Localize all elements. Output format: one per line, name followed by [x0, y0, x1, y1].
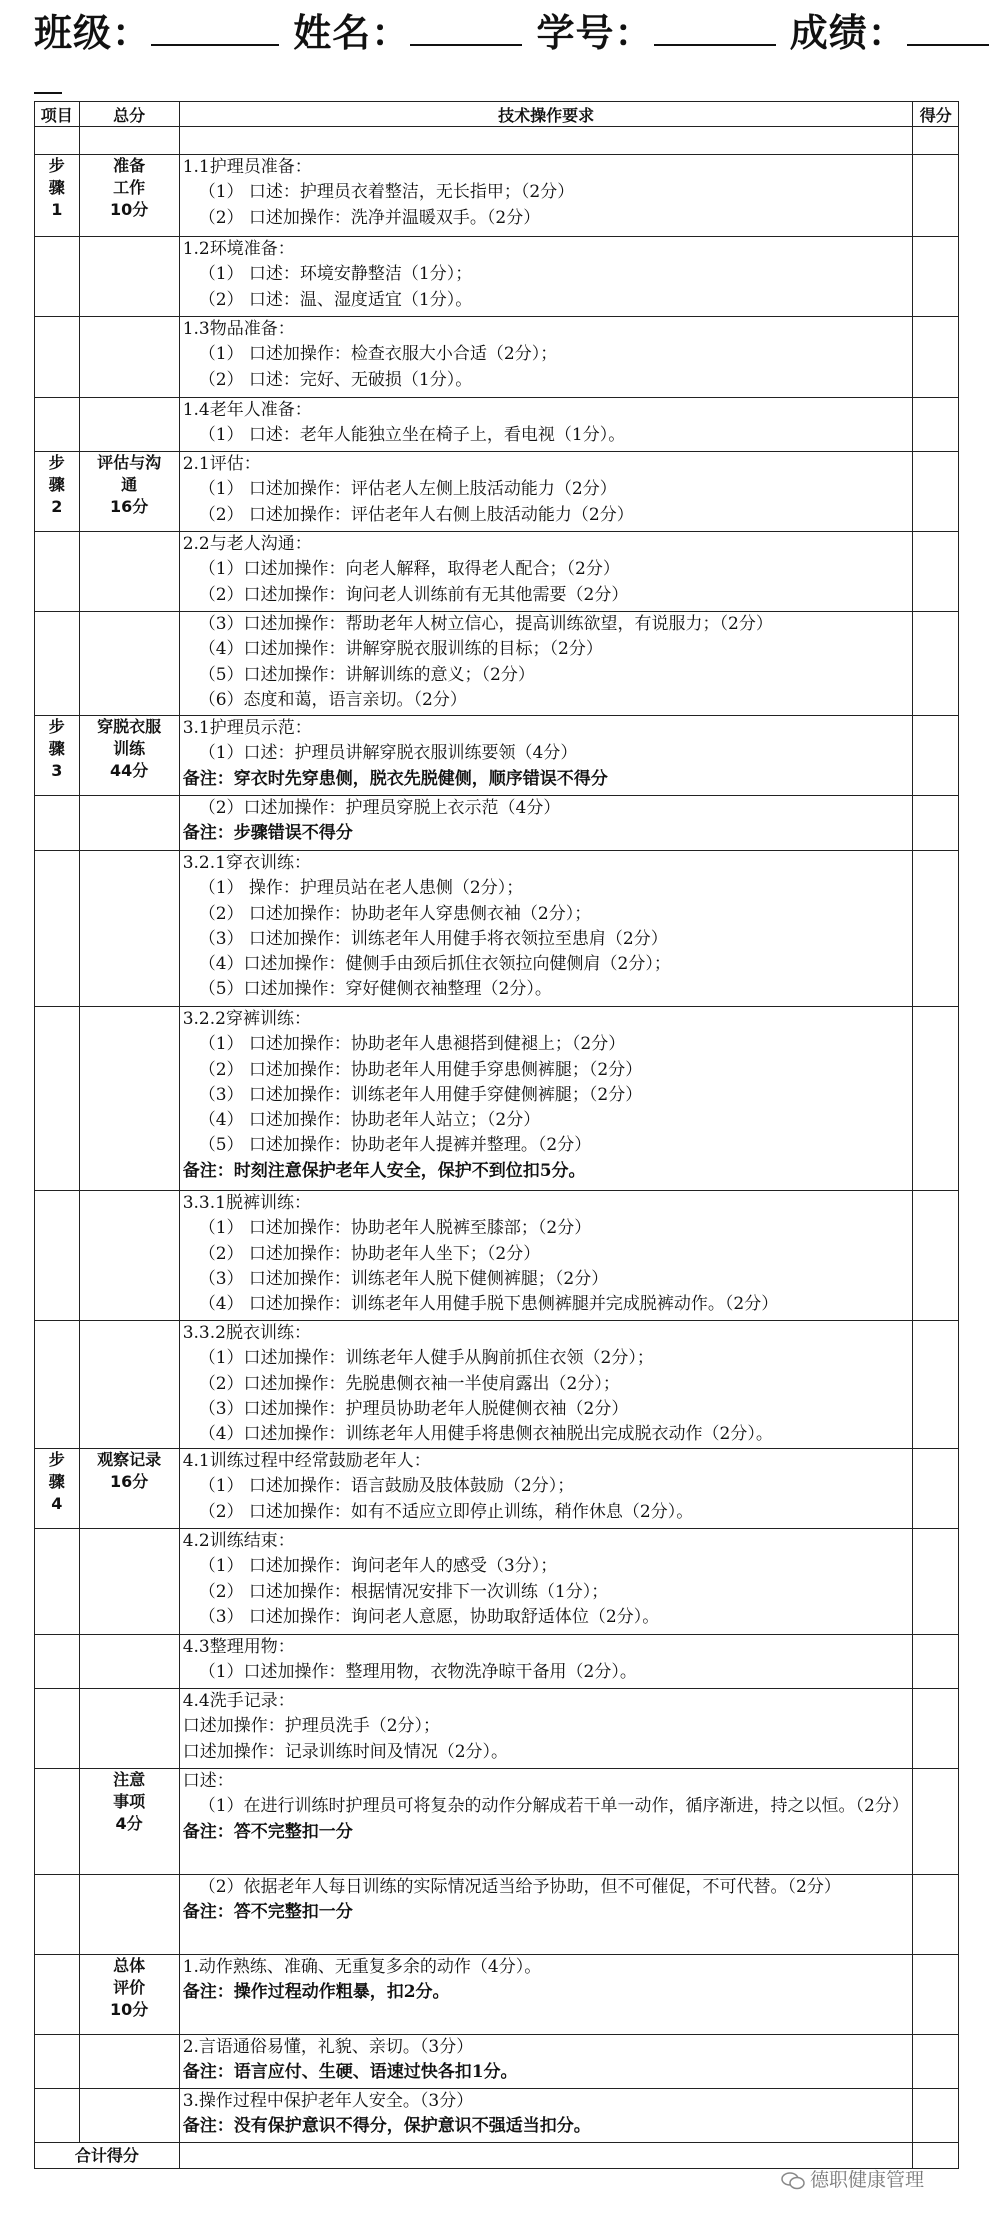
requirement-line: 4.3整理用物： — [182, 1637, 295, 1657]
requirement-line: （3） 口述加操作：询问老人意愿，协助取舒适体位（2分）。 — [198, 1606, 660, 1627]
step-cell — [35, 237, 80, 317]
requirement-cell — [179, 1007, 913, 1191]
requirement-line: 3.1护理员示范： — [182, 718, 312, 738]
step-cell — [35, 398, 80, 452]
score-cell[interactable] — [913, 1955, 959, 2035]
requirement-line: （1） 口述加操作：询问老年人的感受（3分）； — [198, 1556, 558, 1577]
requirement-line: （1） 口述加操作：语言鼓励及肢体鼓励（2分）； — [198, 1476, 575, 1497]
requirement-line: （2） 口述加操作：洗净并温暖双手。（2分） — [198, 207, 541, 228]
step-cell — [35, 1875, 80, 1955]
step-cell — [35, 1689, 80, 1769]
requirement-line: （4） 口述加操作：协助老年人站立；（2分） — [198, 1110, 541, 1131]
category-cell: 准备 工作 10分 — [79, 155, 179, 237]
category-cell — [79, 1529, 179, 1635]
table-body — [35, 127, 959, 2169]
table-row — [35, 716, 959, 796]
table-row — [35, 127, 959, 155]
requirement-line: （2） 口述加操作：评估老年人右侧上肢活动能力（2分） — [198, 504, 634, 525]
requirement-line: （2） 口述加操作：根据情况安排下一次训练（1分）； — [198, 1581, 609, 1602]
requirement-cell — [179, 1529, 913, 1635]
requirement-line: 4.2训练结束： — [182, 1531, 295, 1551]
category-cell: 观察记录 16分 — [79, 1449, 179, 1529]
requirement-line: 1.4老年人准备： — [182, 400, 312, 420]
requirement-cell — [179, 851, 913, 1007]
requirement-line: （1） 口述：老年人能独立坐在椅子上，看电视（1分）。 — [198, 425, 626, 446]
requirement-line: （3）口述加操作：帮助老年人树立信心，提高训练欲望，有说服力；（2分） — [198, 614, 773, 634]
requirement-line: （4）口述加操作：讲解穿脱衣服训练的目标；（2分） — [198, 639, 603, 660]
requirement-line: （1） 口述：护理员衣着整洁，无长指甲；（2分） — [198, 182, 575, 203]
table-row — [35, 1635, 959, 1689]
header-total-points: 总分 — [79, 102, 179, 127]
requirement-line: （1） 口述：环境安静整洁（1分）； — [198, 264, 473, 285]
requirement-line: 4.1训练过程中经常鼓励老年人： — [182, 1451, 431, 1471]
table-row — [35, 532, 959, 612]
requirement-line: （3） 口述加操作：训练老年人脱下健侧裤腿；（2分） — [198, 1268, 609, 1289]
requirement-line: 2.2与老人沟通： — [182, 534, 312, 554]
table-row — [35, 452, 959, 532]
table-row — [35, 1321, 959, 1449]
requirement-line: （3）口述加操作：护理员协助老年人脱健侧衣袖（2分） — [198, 1398, 629, 1419]
score-cell[interactable] — [913, 127, 959, 155]
scoring-table — [34, 101, 959, 2169]
step-cell — [35, 851, 80, 1007]
requirement-line: 3.操作过程中保护老年人安全。（3分） — [182, 2091, 474, 2111]
requirement-line: （1） 口述加操作：协助老年人脱裤至膝部；（2分） — [198, 1218, 592, 1239]
requirement-cell — [179, 1955, 913, 2035]
category-cell — [79, 851, 179, 1007]
table-row — [35, 1955, 959, 2035]
wechat-icon — [780, 2171, 806, 2191]
requirement-line: （4）口述加操作：健侧手由颈后抓住衣领拉向健侧肩（2分）； — [198, 954, 671, 975]
remark-line: 备注：穿衣时先穿患侧，脱衣先脱健侧，顺序错误不得分 — [182, 768, 608, 789]
category-cell — [79, 317, 179, 398]
requirement-cell — [179, 796, 913, 851]
step-cell — [35, 796, 80, 851]
requirement-line: （1） 口述加操作：评估老人左侧上肢活动能力（2分） — [198, 479, 617, 500]
requirement-cell — [179, 1875, 913, 1955]
requirement-line: （2） 口述：温、湿度适宜（1分）。 — [198, 289, 473, 310]
requirement-line: （1）口述加操作：整理用物，衣物洗净晾干备用（2分）。 — [198, 1662, 637, 1683]
category-cell — [79, 127, 179, 155]
requirement-line: （5）口述加操作：讲解训练的意义；（2分） — [198, 664, 535, 685]
requirement-line: 2.言语通俗易懂，礼貌、亲切。（3分） — [182, 2037, 474, 2057]
category-cell — [79, 1321, 179, 1449]
table-row — [35, 1769, 959, 1875]
step-cell — [35, 1529, 80, 1635]
total-score-label: 合计得分 — [35, 2143, 180, 2169]
table-row — [35, 237, 959, 317]
step-cell — [35, 1321, 80, 1449]
table-row — [35, 851, 959, 1007]
score-cell[interactable] — [913, 1449, 959, 1529]
remark-line: 备注：答不完整扣一分 — [182, 1902, 353, 1923]
score-cell[interactable] — [913, 851, 959, 1007]
requirement-cell — [179, 1191, 913, 1321]
requirement-cell — [179, 398, 913, 452]
requirement-line: （2）依据老年人每日训练的实际情况适当给予协助，但不可催促，不可代替。（2分） — [198, 1877, 841, 1897]
step-cell: 步 骤 4 — [35, 1449, 80, 1529]
score-cell[interactable] — [913, 452, 959, 532]
category-cell: 穿脱衣服 训练 44分 — [79, 716, 179, 796]
score-cell[interactable] — [913, 155, 959, 237]
step-cell — [35, 1635, 80, 1689]
requirement-line: （2） 口述加操作：协助老年人用健手穿患侧裤腿；（2分） — [198, 1059, 643, 1080]
requirement-line: （1） 口述加操作：协助老年人患褪搭到健褪上；（2分） — [198, 1034, 626, 1055]
score-cell[interactable] — [913, 1875, 959, 1955]
score-cell[interactable] — [913, 1529, 959, 1635]
name-blank — [410, 10, 522, 46]
class-label: 班级： — [34, 11, 152, 55]
table-row — [35, 155, 959, 237]
score-cell[interactable] — [913, 2089, 959, 2143]
requirement-line: （2） 口述：完好、无破损（1分）。 — [198, 369, 473, 390]
requirement-line: （1） 操作：护理员站在老人患侧（2分）； — [198, 878, 524, 899]
requirement-line: 3.2.2穿裤训练： — [182, 1009, 311, 1029]
score-label: 成绩： — [789, 11, 907, 55]
requirement-cell — [179, 1321, 913, 1449]
requirement-line: （2）口述加操作：护理员穿脱上衣示范（4分） — [198, 798, 561, 818]
requirement-line: （1）口述加操作：训练老年人健手从胸前抓住衣领（2分）； — [198, 1348, 654, 1369]
step-cell: 步 骤 1 — [35, 155, 80, 237]
requirement-cell — [179, 2089, 913, 2143]
category-cell — [79, 532, 179, 612]
header-score: 得分 — [913, 102, 959, 127]
requirement-line: 3.3.1脱裤训练： — [182, 1193, 311, 1213]
name-label: 姓名： — [293, 11, 411, 55]
requirement-line: （1）口述：护理员讲解穿脱衣服训练要领（4分） — [198, 743, 578, 764]
requirement-line: （6）态度和蔼，语言亲切。（2分） — [198, 689, 467, 710]
requirement-line: 4.4洗手记录： — [182, 1691, 295, 1711]
table-row — [35, 398, 959, 452]
requirement-line: 1.2环境准备： — [182, 239, 295, 259]
watermark — [780, 2165, 924, 2192]
step-cell — [35, 2035, 80, 2089]
score-cell[interactable] — [913, 532, 959, 612]
category-cell — [79, 1689, 179, 1769]
requirement-line: （1） 口述加操作：检查衣服大小合适（2分）； — [198, 344, 558, 365]
requirement-line: 1.1护理员准备： — [182, 157, 312, 177]
requirement-cell — [179, 237, 913, 317]
requirement-line: 2.1评估： — [182, 454, 261, 474]
remark-line: 备注：步骤错误不得分 — [182, 823, 353, 844]
requirement-cell — [179, 1689, 913, 1769]
requirement-line: （4） 口述加操作：训练老年人用健手脱下患侧裤腿并完成脱裤动作。（2分） — [198, 1294, 779, 1315]
requirement-cell — [179, 716, 913, 796]
score-cell[interactable] — [913, 1689, 959, 1769]
category-cell — [79, 1191, 179, 1321]
score-cell[interactable] — [913, 237, 959, 317]
score-cell[interactable] — [913, 398, 959, 452]
requirement-cell — [179, 1769, 913, 1875]
remark-line: 备注：语言应付、生硬、语速过快各扣1分。 — [182, 2062, 518, 2083]
category-cell — [79, 2035, 179, 2089]
table-row — [35, 1529, 959, 1635]
requirement-line: （2）口述加操作：先脱患侧衣袖一半使肩露出（2分）； — [198, 1373, 620, 1394]
category-cell — [79, 796, 179, 851]
requirement-cell — [179, 532, 913, 612]
table-row — [35, 612, 959, 716]
category-cell — [79, 1875, 179, 1955]
requirement-line: 1.3物品准备： — [182, 319, 295, 339]
header — [34, 2, 994, 57]
score-cell[interactable] — [913, 1191, 959, 1321]
score-cell[interactable] — [913, 796, 959, 851]
score-cell[interactable] — [913, 1007, 959, 1191]
requirement-cell — [179, 155, 913, 237]
table-row — [35, 2089, 959, 2143]
category-cell — [79, 612, 179, 716]
id-blank — [654, 10, 776, 46]
requirement-line: 3.2.1穿衣训练： — [182, 853, 311, 873]
step-cell — [35, 2089, 80, 2143]
requirement-cell — [179, 1449, 913, 1529]
table-row — [35, 1007, 959, 1191]
table-row — [35, 1449, 959, 1529]
requirement-cell — [179, 612, 913, 716]
id-label: 学号： — [536, 11, 654, 55]
score-cell[interactable] — [913, 2035, 959, 2089]
header-tail-line — [34, 92, 62, 94]
score-cell[interactable] — [913, 317, 959, 398]
watermark-text: 德职健康管理 — [810, 2169, 925, 2191]
requirement-line: （2） 口述加操作：协助老年人穿患侧衣袖（2分）； — [198, 903, 592, 924]
requirement-line: 3.3.2脱衣训练： — [182, 1323, 311, 1343]
category-cell — [79, 1007, 179, 1191]
step-cell — [35, 1007, 80, 1191]
table-row — [35, 2035, 959, 2089]
requirement-line: （3） 口述加操作：训练老年人用健手将衣领拉至患肩（2分） — [198, 928, 668, 949]
table-row — [35, 796, 959, 851]
requirement-line: （1）口述加操作：向老人解释，取得老人配合；（2分） — [198, 559, 620, 580]
score-cell[interactable] — [913, 1635, 959, 1689]
requirement-cell — [179, 452, 913, 532]
requirement-line: （3） 口述加操作：训练老年人用健手穿健侧裤腿；（2分） — [198, 1084, 643, 1105]
requirement-line: （1）在进行训练时护理员可将复杂的动作分解成若干单一动作，循序渐进，持之以恒。（2分） — [198, 1796, 909, 1817]
score-cell[interactable] — [913, 716, 959, 796]
category-cell: 注意 事项 4分 — [79, 1769, 179, 1875]
remark-line: 备注：答不完整扣一分 — [182, 1821, 353, 1842]
requirement-line: 口述： — [182, 1771, 234, 1791]
requirement-line: 1.动作熟练、准确、无重复多余的动作（4分）。 — [182, 1957, 542, 1977]
requirement-cell — [179, 1635, 913, 1689]
score-cell[interactable] — [913, 1321, 959, 1449]
table-row — [35, 1689, 959, 1769]
category-cell: 评估与沟 通 16分 — [79, 452, 179, 532]
score-blank — [907, 10, 989, 46]
score-cell[interactable] — [913, 1769, 959, 1875]
requirement-line: （5） 口述加操作：协助老年人提裤并整理。（2分） — [198, 1135, 592, 1156]
step-cell — [35, 127, 80, 155]
requirement-line: （2）口述加操作：询问老人训练前有无其他需要（2分） — [198, 584, 629, 605]
category-cell — [79, 1635, 179, 1689]
requirement-cell — [179, 317, 913, 398]
step-cell — [35, 1955, 80, 2035]
step-cell: 步 骤 3 — [35, 716, 80, 796]
header-requirements: 技术操作要求 — [179, 102, 913, 127]
requirement-line: （2） 口述加操作：如有不适应立即停止训练，稍作休息（2分）。 — [198, 1501, 694, 1522]
remark-line: 备注：操作过程动作粗暴，扣2分。 — [182, 1982, 450, 2003]
requirement-line: （5）口述加操作：穿好健侧衣袖整理（2分）。 — [198, 979, 552, 1000]
category-cell — [79, 237, 179, 317]
step-cell: 步 骤 2 — [35, 452, 80, 532]
score-cell[interactable] — [913, 612, 959, 716]
remark-line: 备注：没有保护意识不得分，保护意识不强适当扣分。 — [182, 2116, 591, 2137]
requirement-cell — [179, 2035, 913, 2089]
requirement-line: 口述加操作：记录训练时间及情况（2分）。 — [182, 1741, 509, 1762]
category-cell — [79, 2089, 179, 2143]
step-cell — [35, 1191, 80, 1321]
category-cell — [79, 398, 179, 452]
table-row — [35, 1191, 959, 1321]
step-cell — [35, 317, 80, 398]
table-row — [35, 1875, 959, 1955]
requirement-line: （2） 口述加操作：协助老年人坐下；（2分） — [198, 1243, 541, 1264]
step-cell — [35, 532, 80, 612]
class-blank — [151, 10, 279, 46]
header-item: 项目 — [35, 102, 80, 127]
requirement-line: （4）口述加操作：训练老年人用健手将患侧衣袖脱出完成脱衣动作（2分）。 — [198, 1424, 773, 1445]
table-row — [35, 317, 959, 398]
step-cell — [35, 1769, 80, 1875]
remark-line: 备注：时刻注意保护老年人安全，保护不到位扣5分。 — [182, 1160, 586, 1181]
requirement-line: 口述加操作：护理员洗手（2分）； — [182, 1716, 441, 1737]
requirement-cell — [179, 127, 913, 155]
step-cell — [35, 612, 80, 716]
table-header-row — [35, 102, 959, 127]
category-cell: 总体 评价 10分 — [79, 1955, 179, 2035]
